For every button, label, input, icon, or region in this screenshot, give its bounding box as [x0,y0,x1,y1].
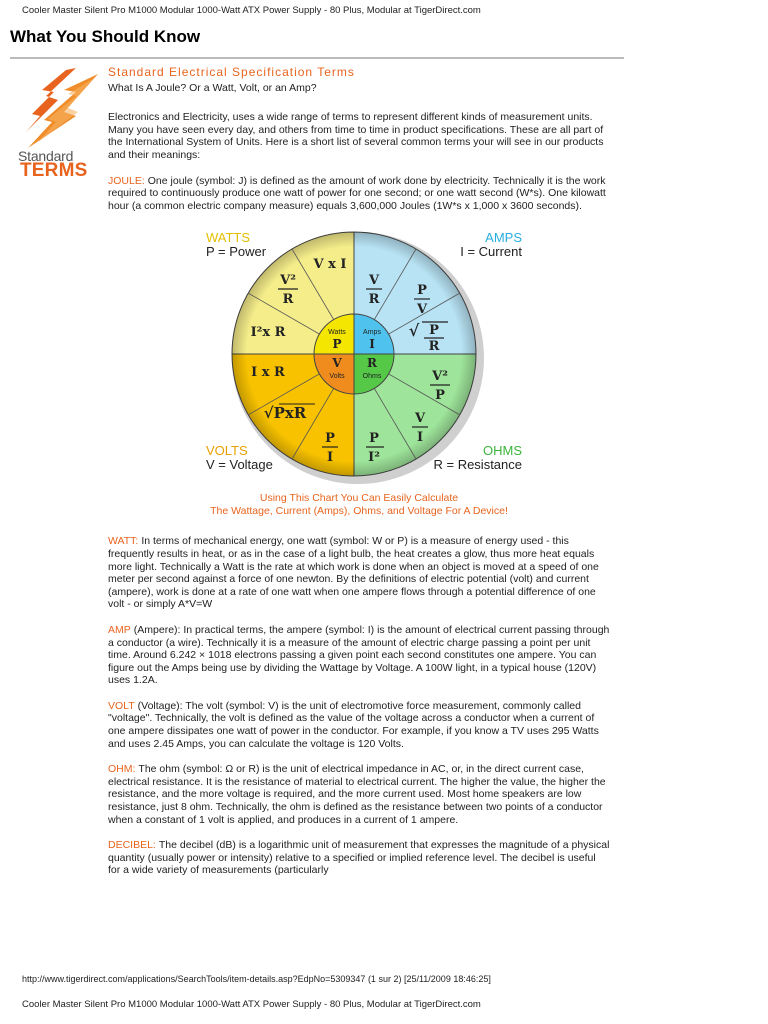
joule-term: JOULE: [108,174,145,187]
logo-text-standard: Standard [18,148,74,164]
volts-subtitle: V = Voltage [206,457,273,473]
amps-subtitle: I = Current [460,244,522,260]
ohm-text: The ohm (symbol: Ω or R) is the unit of electrical impedance in AC, or, in the direct current case, electrical resistance. It is the resistance of material to electrical current. The higher the value, the higher the resistance, and the more voltage is required, and the more current used. Most home speakers are low resistance, just 8 ohm. Technically, the ohm is defined as the resistance between two points of a conductor when a constant of 1 volt is applied, and produces in a current of 1 ampere. [108,763,606,826]
print-header: Cooler Master Silent Pro M1000 Modular 1000-Watt ATX Power Supply - 80 Plus, Modular at TigerDirect.com [22,5,481,16]
decibel-term: DECIBEL: [108,839,156,852]
svg-text:I: I [326,450,334,466]
svg-text:P: P [429,323,439,339]
watt-term: WATT: [108,535,139,548]
svg-text:I²: I² [368,450,380,466]
ohm-paragraph [108,763,610,826]
formula-p-over-v: P [417,283,427,299]
inner-ohms-symbol: R [367,356,377,371]
page-title: What You Should Know [10,27,201,46]
watts-title: WATTS [206,230,251,246]
inner-ohms-name: Ohms [362,373,382,381]
formula-v-over-i: V [414,411,426,427]
amps-title: AMPS [485,230,522,246]
formula-v-over-r: V [368,273,380,289]
inner-watts-symbol: P [332,337,342,352]
formula-v-squared-over-r: V² [280,273,296,289]
formula-v-times-i: V x I [313,257,347,273]
lightning-bolt-icon [18,66,100,150]
formula-sqrt-p-times-r: √PxR [263,404,307,423]
watts-subtitle: P = Power [206,244,267,260]
formula-p-over-i: P [325,431,335,447]
amp-term: AMP [108,623,131,636]
inner-volts-symbol: V [332,356,342,371]
joule-paragraph [108,175,610,213]
ohms-subtitle: R = Resistance [433,457,522,473]
svg-text:R: R [282,292,294,308]
article-content [108,66,610,890]
volt-text: (Voltage): The volt (symbol: V) is the unit of electromotive force measurement, commonly called "voltage". Technically, the volt is defined as the value of the voltage across a conductor when a current of one ampere dissipates one watt of power in the conductor. For example, if you know a TV uses 295 Watts and uses 2.45 Amps, you can calculate the voltage is 120 Volts. [108,699,599,750]
inner-watts-name: Watts [328,329,346,337]
svg-text:P: P [435,388,445,404]
section-subtitle: What Is A Joule? Or a Watt, Volt, or an Amp? [108,81,317,94]
print-footer-title: Cooler Master Silent Pro M1000 Modular 1000-Watt ATX Power Supply - 80 Plus, Modular at TigerDirect.com [22,999,481,1010]
title-divider [10,57,624,59]
formula-v-squared-over-p: V² [432,369,448,385]
caption-line-2: The Wattage, Current (Amps), Ohms, and Voltage For A Device! [210,505,508,518]
section-title: Standard Electrical Specification Terms [108,65,355,79]
inner-amps-name: Amps [363,329,381,337]
standard-terms-logo [14,66,100,180]
svg-text:V: V [416,302,428,318]
decibel-text: The decibel (dB) is a logarithmic unit of measurement that expresses the magnitude of a physical quantity (usually power or intensity) relative to a specified or implied reference level. The decibel is useful for a wide variety of measurements (particularly [108,839,610,877]
formula-i-times-r: I x R [251,365,285,381]
inner-volts-name: Volts [329,373,345,381]
ohms-title: OHMS [483,443,522,459]
svg-text:R: R [428,339,440,355]
caption-line-1: Using This Chart You Can Easily Calculate [259,492,459,505]
intro-paragraph: Electronics and Electricity, uses a wide range of terms to represent different kinds of measurement units. Many you have seen every day, and others from time to time in product specifications. These are all part of the International System of Units. Here is a short list of several common terms your will see in our products and their meanings: [108,111,604,161]
amp-paragraph [108,624,610,687]
watt-paragraph [108,535,610,611]
print-footer-url: http://www.tigerdirect.com/applications/SearchTools/item-details.asp?EdpNo=5309347 (1 sur 2) [25/11/2009 18:46:25] [22,974,491,984]
formula-sqrt-p-over-r: √ [408,321,420,341]
joule-text: One joule (symbol: J) is defined as the amount of work done by electricity. Technically it is the work required to continuously produce one watt of power for one second; or one watt second (W*s). One kilowatt hour (a common electric company measure) equals 3,600,000 Joules (1W*s x 1,000 x 3600 seconds). [108,174,606,212]
formula-i-squared-r: I²x R [250,325,286,341]
power-wheel-chart [108,226,610,486]
svg-text:I: I [416,430,424,446]
logo-text-terms: TERMS [20,160,88,181]
watt-text: In terms of mechanical energy, one watt (symbol: W or P) is a measure of energy used - this frequently results in heat, or as in the case of a light bulb, the heat creates a glow, thus more heat equals more light. Technically a Watt is the rate at which work is done when an object is moved at a speed of one meter per second against a force of one newton. By the definitions of electric potential (volt) and current (ampere), work is done at a rate of one watt when one ampere flows through a potential difference of one volt - or simply A*V=W [108,535,599,611]
formula-p-over-i-squared: P [369,431,379,447]
svg-text:R: R [368,292,380,308]
power-wheel-diagram [108,226,610,486]
chart-caption [108,492,610,518]
ohm-term: OHM: [108,763,136,776]
volt-paragraph [108,700,610,750]
volt-term: VOLT [108,699,135,712]
volts-title: VOLTS [206,443,248,459]
amp-text: (Ampere): In practical terms, the ampere (symbol: I) is the amount of electrical current passing through a conductor (a wire). Technically it is a measure of the amount of electric charge passing a point per unit time. Around 6.242 × 1018 electrons passing a given point each second constitutes one ampere. You can figure out the Amps being use by dividing the Wattage by Voltage. A 100W light, in a typical house (120V) uses 1.2A. [108,623,610,687]
decibel-paragraph [108,839,610,877]
inner-amps-symbol: I [369,337,375,352]
